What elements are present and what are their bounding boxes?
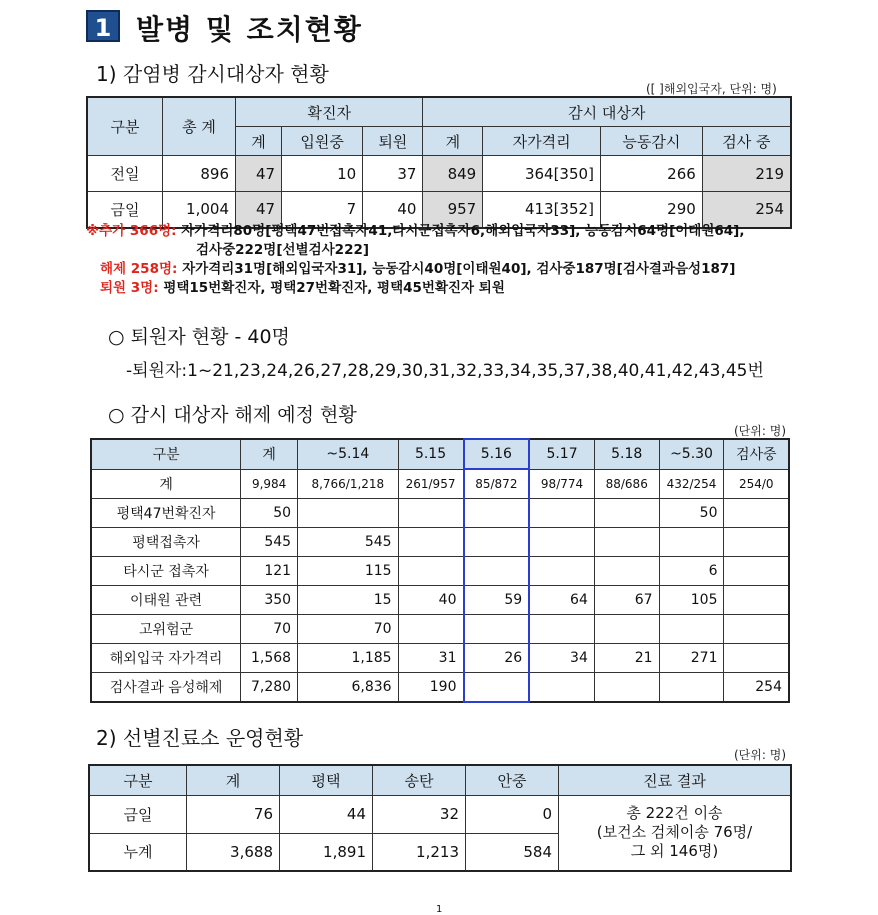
table-cell: 545 (241, 528, 298, 557)
release-unit: (단위: 명) (734, 424, 786, 438)
table-row (91, 528, 789, 557)
table-cell: 59 (464, 586, 530, 615)
col-header: 구분 (89, 765, 187, 795)
sub-col: 계 (236, 127, 282, 156)
table-cell: 76 (187, 795, 280, 833)
table-cell (464, 557, 530, 586)
table-cell (594, 499, 659, 528)
table-cell (594, 557, 659, 586)
table-cell: 350 (241, 586, 298, 615)
table-cell: 70 (298, 615, 399, 644)
table-cell (529, 528, 594, 557)
section-title: 발병 및 조치현황 (136, 13, 363, 46)
sub-col: 자가격리 (483, 127, 601, 156)
table-cell: 98/774 (529, 469, 594, 499)
table-cell: 254 (724, 673, 789, 703)
table-cell (398, 499, 463, 528)
sub-col: 능동감시 (600, 127, 702, 156)
col-header: 5.15 (398, 439, 463, 469)
table-cell: 47 (236, 192, 282, 228)
table-cell: 1,568 (241, 644, 298, 673)
table-cell (724, 528, 789, 557)
col-header: 진료 결과 (559, 765, 792, 795)
note-discharge-label: 퇴원 3명: (100, 280, 159, 296)
col-header: 평택 (280, 765, 373, 795)
result-line: 총 222건 이송 (626, 804, 723, 823)
table-cell: 44 (280, 795, 373, 833)
table-cell: 26 (464, 644, 530, 673)
part2-unit: (단위: 명) (734, 748, 786, 762)
clinic-table (88, 764, 792, 872)
table-cell (464, 673, 530, 703)
table-cell: 3,688 (187, 833, 280, 871)
table-cell: 1,891 (280, 833, 373, 871)
table-cell: 31 (398, 644, 463, 673)
table-cell: 254/0 (724, 469, 789, 499)
col-header: 송탄 (373, 765, 466, 795)
row-label: 전일 (87, 156, 163, 192)
part1-title: 1) 감염병 감시대상자 현황 (96, 62, 329, 86)
row-label: 평택접촉자 (91, 528, 241, 557)
table-cell: 266 (600, 156, 702, 192)
table-cell: 6,836 (298, 673, 399, 703)
table-cell: 47 (236, 156, 282, 192)
table-cell: 115 (298, 557, 399, 586)
result-line: (보건소 검체이송 76명/ (596, 823, 753, 842)
table-cell: 37 (363, 156, 423, 192)
table-cell: 34 (529, 644, 594, 673)
part1-unit: ([ ]해외입국자, 단위: 명) (646, 82, 777, 96)
col-header: ~5.30 (659, 439, 724, 469)
table-cell: 364[350] (483, 156, 601, 192)
part2-title: 2) 선별진료소 운영현황 (96, 726, 304, 750)
col-header: 안중 (466, 765, 559, 795)
sub-col: 계 (423, 127, 483, 156)
table-cell: 88/686 (594, 469, 659, 499)
table-cell: 105 (659, 586, 724, 615)
table-cell: 32 (373, 795, 466, 833)
table-cell (594, 615, 659, 644)
release-table-body (91, 499, 789, 703)
table-cell: 21 (594, 644, 659, 673)
table-cell (298, 499, 399, 528)
table-row (91, 586, 789, 615)
table-cell: 1,213 (373, 833, 466, 871)
col-header: 구분 (91, 439, 241, 469)
table-cell: 1,185 (298, 644, 399, 673)
table-row (91, 557, 789, 586)
col-gubun: 구분 (87, 97, 163, 156)
clinic-result (559, 795, 792, 871)
table-cell: 545 (298, 528, 399, 557)
sub-col: 입원중 (282, 127, 363, 156)
table-cell (659, 673, 724, 703)
table-cell: 85/872 (464, 469, 530, 499)
table-cell: 9,984 (241, 469, 298, 499)
table-cell (464, 615, 530, 644)
note-add-label: ※추가 366명: (86, 223, 177, 239)
table-cell: 0 (466, 795, 559, 833)
notes-block (86, 222, 826, 298)
table-row (91, 673, 789, 703)
table-cell (398, 557, 463, 586)
note-add-text2: 검사중222명[선별검사222] (196, 242, 370, 258)
col-header: 검사중 (724, 439, 789, 469)
table-cell: 849 (423, 156, 483, 192)
row-label: 금일 (87, 192, 163, 228)
table-cell: 8,766/1,218 (298, 469, 399, 499)
table-cell (464, 528, 530, 557)
col-header: 계 (187, 765, 280, 795)
sub-col: 퇴원 (363, 127, 423, 156)
table-cell: 290 (600, 192, 702, 228)
table-cell: 190 (398, 673, 463, 703)
table-cell (724, 644, 789, 673)
table-cell: 67 (594, 586, 659, 615)
row-label: 이태원 관련 (91, 586, 241, 615)
col-confirmed: 확진자 (236, 97, 423, 127)
col-header: 계 (241, 439, 298, 469)
col-header: 5.17 (529, 439, 594, 469)
table-row (91, 499, 789, 528)
table-cell: 219 (702, 156, 791, 192)
table-cell: 15 (298, 586, 399, 615)
row-label: 타시군 접촉자 (91, 557, 241, 586)
release-title: ○ 감시 대상자 해제 예정 현황 (108, 404, 357, 426)
col-header: ~5.14 (298, 439, 399, 469)
row-label: 누계 (89, 833, 187, 871)
table-cell: 432/254 (659, 469, 724, 499)
note-add-text: 자가격리80명[평택47번접촉자41,타시군접촉자6,해외입국자33], 능동감시64명[이태원64], (181, 223, 745, 239)
table-cell: 957 (423, 192, 483, 228)
table-cell (529, 499, 594, 528)
table-cell: 10 (282, 156, 363, 192)
table-cell: 50 (659, 499, 724, 528)
col-header: 5.16 (464, 439, 530, 469)
table-cell: 413[352] (483, 192, 601, 228)
col-header: 5.18 (594, 439, 659, 469)
table-cell: 40 (398, 586, 463, 615)
table-cell: 261/957 (398, 469, 463, 499)
discharged-list: -퇴원자:1~21,23,24,26,27,28,29,30,31,32,33,34,35,37,38,40,41,42,43,45번 (126, 361, 764, 381)
row-label: 해외입국 자가격리 (91, 644, 241, 673)
col-total: 총 계 (163, 97, 236, 156)
table-cell (529, 557, 594, 586)
table-cell (529, 615, 594, 644)
table-cell (724, 586, 789, 615)
note-release-label: 해제 258명: (100, 261, 178, 277)
table-cell (594, 673, 659, 703)
table-cell: 7,280 (241, 673, 298, 703)
table-cell (594, 528, 659, 557)
table-cell (529, 673, 594, 703)
table-cell: 64 (529, 586, 594, 615)
table-row (91, 644, 789, 673)
note-release-text: 자가격리31명[해외입국자31], 능동감시40명[이태원40], 검사중187명[검사결과음성187] (182, 261, 736, 277)
table-cell: 254 (702, 192, 791, 228)
col-monitored: 감시 대상자 (423, 97, 791, 127)
table-cell (398, 615, 463, 644)
table-cell (724, 615, 789, 644)
release-table (90, 438, 790, 703)
row-label: 계 (91, 469, 241, 499)
table-cell: 1,004 (163, 192, 236, 228)
table-cell: 70 (241, 615, 298, 644)
table-cell: 896 (163, 156, 236, 192)
table-cell: 40 (363, 192, 423, 228)
table-cell (398, 528, 463, 557)
table-cell (464, 499, 530, 528)
discharged-title: ○ 퇴원자 현황 - 40명 (108, 326, 290, 348)
section-number: 1 (86, 10, 120, 42)
table-cell: 271 (659, 644, 724, 673)
row-label: 금일 (89, 795, 187, 833)
row-label: 평택47번확진자 (91, 499, 241, 528)
row-label: 고위험군 (91, 615, 241, 644)
table-cell: 121 (241, 557, 298, 586)
table-cell: 50 (241, 499, 298, 528)
monitoring-table (86, 96, 792, 229)
table-cell: 7 (282, 192, 363, 228)
note-discharge-text: 평택15번확진자, 평택27번확진자, 평택45번확진자 퇴원 (163, 280, 505, 296)
table-row (91, 615, 789, 644)
table-cell: 6 (659, 557, 724, 586)
sub-col: 검사 중 (702, 127, 791, 156)
result-line: 그 외 146명) (630, 842, 719, 861)
table-cell (659, 615, 724, 644)
page-number: 1 (436, 904, 443, 915)
table-cell: 584 (466, 833, 559, 871)
table-cell (659, 528, 724, 557)
row-label: 검사결과 음성해제 (91, 673, 241, 703)
table-cell (724, 499, 789, 528)
table-cell (724, 557, 789, 586)
